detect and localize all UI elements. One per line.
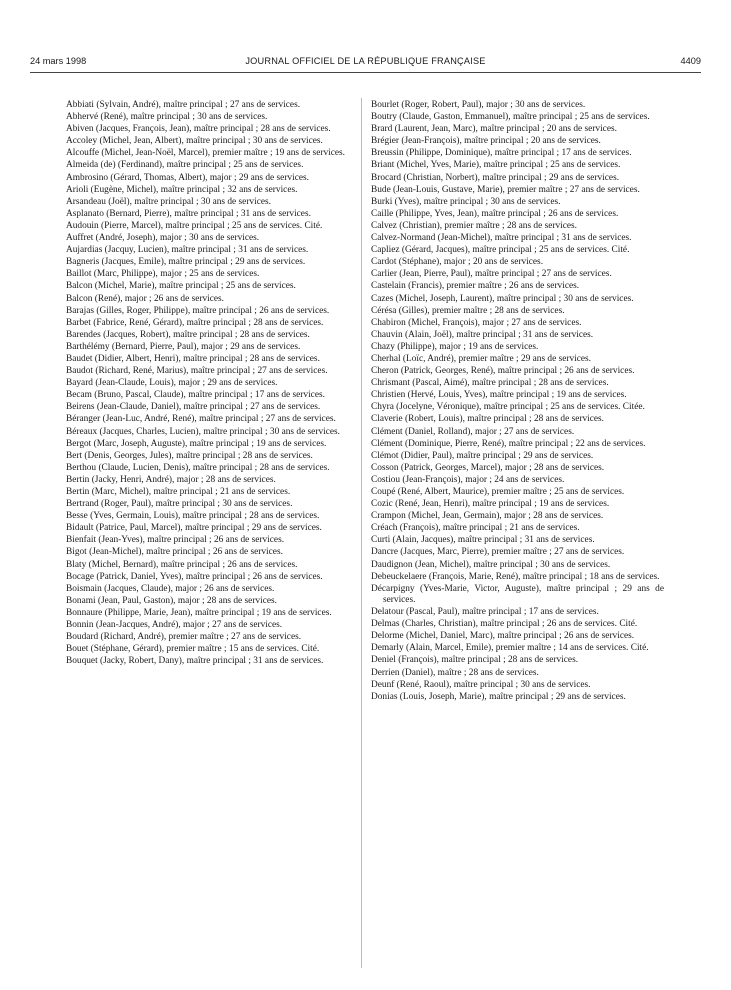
list-item: Cozic (René, Jean, Henri), maître principal ; 19 ans de services. xyxy=(371,499,610,510)
list-item: Becam (Bruno, Pascal, Claude), maître principal ; 17 ans de services. xyxy=(66,390,325,401)
list-item: Delorme (Michel, Daniel, Marc), maître principal ; 26 ans de services. xyxy=(371,631,635,642)
list-item: Barendes (Jacques, Robert), maître principal ; 28 ans de services. xyxy=(66,329,310,340)
list-item: Bouet (Stéphane, Gérard), premier maître ; 15 ans de services. Cité. xyxy=(66,644,320,655)
list-item: Bert (Denis, Georges, Jules), maître principal ; 28 ans de services. xyxy=(66,450,313,461)
list-item: Béreaux (Jacques, Charles, Lucien), maître principal ; 30 ans de services. xyxy=(66,426,340,437)
list-item: Cheron (Patrick, Georges, René), maître principal ; 26 ans de services. xyxy=(371,366,635,377)
list-item: Baillot (Marc, Philippe), major ; 25 ans de services. xyxy=(66,269,260,280)
list-item: Christien (Hervé, Louis, Yves), maître principal ; 19 ans de services. xyxy=(371,390,627,401)
list-item: Auffret (André, Joseph), major ; 30 ans de services. xyxy=(66,233,260,244)
list-item: Baudot (Richard, René, Marius), maître principal ; 27 ans de services. xyxy=(66,366,328,377)
list-item: Arsandeau (Joël), maître principal ; 30 ans de services. xyxy=(66,196,271,207)
list-item: Bayard (Jean-Claude, Louis), major ; 29 ans de services. xyxy=(66,378,278,389)
list-item: Clémot (Didier, Paul), maître principal ; 29 ans de services. xyxy=(371,450,594,461)
list-item: Boutry (Claude, Gaston, Emmanuel), maître principal ; 25 ans de services. xyxy=(371,112,650,123)
list-item: Beirens (Jean-Claude, Daniel), maître principal ; 27 ans de services. xyxy=(66,402,321,413)
list-item: Bouquet (Jacky, Robert, Dany), maître principal ; 31 ans de services. xyxy=(66,656,324,667)
list-item: Besse (Yves, Germain, Louis), maître principal ; 28 ans de services. xyxy=(66,511,320,522)
header-title: JOURNAL OFFICIEL DE LA RÉPUBLIQUE FRANÇAISE xyxy=(245,56,486,66)
list-item: Bonnin (Jean-Jacques, André), major ; 27 ans de services. xyxy=(66,620,283,631)
list-item: Décarpigny (Yves-Marie, Victor, Auguste), maître principal ; 29 ans de services. xyxy=(371,583,664,605)
list-item: Deunf (René, Raoul), maître principal ; 30 ans de services. xyxy=(371,679,591,690)
list-item: Debeuckelaere (François, Marie, René), maître principal ; 18 ans de services. xyxy=(371,571,660,582)
list-item: Clément (Daniel, Rolland), major ; 27 ans de services. xyxy=(371,426,575,437)
list-item: Aujardias (Jacquy, Lucien), maître principal ; 31 ans de services. xyxy=(66,245,309,256)
list-item: Brard (Laurent, Jean, Marc), maître principal ; 20 ans de services. xyxy=(371,124,617,135)
left-column xyxy=(66,100,359,668)
list-item: Abiven (Jacques, François, Jean), maître principal ; 28 ans de services. xyxy=(66,124,331,135)
list-item: Baudet (Didier, Albert, Henri), maître principal ; 28 ans de services. xyxy=(66,353,320,364)
list-item: Boismain (Jacques, Claude), major ; 26 ans de services. xyxy=(66,583,275,594)
list-item: Costiou (Jean-François), major ; 24 ans de services. xyxy=(371,474,565,485)
list-item: Audouin (Pierre, Marcel), maître principal ; 25 ans de services. Cité. xyxy=(66,220,323,231)
list-item: Bagneris (Jacques, Emile), maître principal ; 29 ans de services. xyxy=(66,257,306,268)
list-item: Deniel (François), maître principal ; 28 ans de services. xyxy=(371,655,579,666)
list-item: Chrismant (Pascal, Aimé), maître principal ; 28 ans de services. xyxy=(371,378,609,389)
list-item: Cazes (Michel, Joseph, Laurent), maître principal ; 30 ans de services. xyxy=(371,293,634,304)
list-item: Béranger (Jean-Luc, André, René), maître principal ; 27 ans de services. xyxy=(66,414,336,425)
list-item: Almeida (de) (Ferdinand), maître principal ; 25 ans de services. xyxy=(66,160,304,171)
list-item: Bude (Jean-Louis, Gustave, Marie), premier maître ; 27 ans de services. xyxy=(371,184,640,195)
list-item: Dancre (Jacques, Marc, Pierre), premier maître ; 27 ans de services. xyxy=(371,547,625,558)
list-item: Chauvin (Alain, Joël), maître principal ; 31 ans de services. xyxy=(371,329,594,340)
list-item: Barajas (Gilles, Roger, Philippe), maître principal ; 26 ans de services. xyxy=(66,305,330,316)
list-item: Bigot (Jean-Michel), maître principal ; 26 ans de services. xyxy=(66,547,283,558)
list-item: Asplanato (Bernard, Pierre), maître principal ; 31 ans de services. xyxy=(66,208,311,219)
list-item: Berthou (Claude, Lucien, Denis), maître principal ; 28 ans de services. xyxy=(66,462,330,473)
list-item: Chyra (Jocelyne, Véronique), maître principal ; 25 ans de services. Citée. xyxy=(371,402,645,413)
list-item: Brégier (Jean-François), maître principal ; 20 ans de services. xyxy=(371,136,601,147)
list-item: Briant (Michel, Yves, Marie), maître principal ; 25 ans de services. xyxy=(371,160,621,171)
list-item: Burki (Yves), maître principal ; 30 ans de services. xyxy=(371,196,561,207)
list-item: Bertrand (Roger, Paul), maître principal ; 30 ans de services. xyxy=(66,499,293,510)
list-item: Demarly (Alain, Marcel, Emile), premier maître ; 14 ans de services. Cité. xyxy=(371,643,649,654)
list-item: Capliez (Gérard, Jacques), maître principal ; 25 ans de services. Cité. xyxy=(371,245,630,256)
right-column xyxy=(371,100,664,704)
list-item: Arioli (Eugène, Michel), maître principal ; 32 ans de services. xyxy=(66,184,298,195)
list-item: Abhervé (René), maître principal ; 30 ans de services. xyxy=(66,112,268,123)
list-item: Delmas (Charles, Christian), maître principal ; 26 ans de services. Cité. xyxy=(371,619,638,630)
list-item: Bidault (Patrice, Paul, Marcel), maître principal ; 29 ans de services. xyxy=(66,523,322,534)
list-item: Balcon (René), major ; 26 ans de services. xyxy=(66,293,225,304)
header-rule xyxy=(30,72,701,73)
list-item: Créach (François), maître principal ; 21 ans de services. xyxy=(371,523,580,534)
list-item: Brocard (Christian, Norbert), maître principal ; 29 ans de services. xyxy=(371,172,620,183)
list-item: Bonami (Jean, Paul, Gaston), major ; 28 ans de services. xyxy=(66,595,277,606)
list-item: Calvez (Christian), premier maître ; 28 ans de services. xyxy=(371,220,578,231)
list-item: Derrien (Daniel), maître ; 28 ans de services. xyxy=(371,667,539,678)
page-number: 4409 xyxy=(680,56,701,66)
list-item: Clément (Dominique, Pierre, René), maître principal ; 22 ans de services. xyxy=(371,438,646,449)
list-item: Bertin (Jacky, Henri, André), major ; 28 ans de services. xyxy=(66,474,276,485)
list-item: Cardot (Stéphane), major ; 20 ans de services. xyxy=(371,257,544,268)
list-item: Chabiron (Michel, François), major ; 27 ans de services. xyxy=(371,317,582,328)
list-item: Alcouffe (Michel, Jean-Noël, Marcel), premier maître ; 19 ans de services. xyxy=(66,148,345,159)
list-item: Calvez-Normand (Jean-Michel), maître principal ; 31 ans de services. xyxy=(371,233,632,244)
list-item: Claverie (Robert, Louis), maître principal ; 28 ans de services. xyxy=(371,414,605,425)
list-item: Accoley (Michel, Jean, Albert), maître principal ; 30 ans de services. xyxy=(66,136,323,147)
list-item: Abbiati (Sylvain, André), maître principal ; 27 ans de services. xyxy=(66,100,301,110)
list-item: Cosson (Patrick, Georges, Marcel), major ; 28 ans de services. xyxy=(371,462,605,473)
list-item: Boudard (Richard, André), premier maître ; 27 ans de services. xyxy=(66,632,302,643)
list-item: Chazy (Philippe), major ; 19 ans de services. xyxy=(371,341,539,352)
list-item: Bourlet (Roger, Robert, Paul), major ; 30 ans de services. xyxy=(371,100,586,110)
list-item: Curti (Alain, Jacques), maître principal ; 31 ans de services. xyxy=(371,535,595,546)
list-item: Bergot (Marc, Joseph, Auguste), maître principal ; 19 ans de services. xyxy=(66,438,327,449)
page-header xyxy=(30,56,701,70)
list-item: Blaty (Michel, Bernard), maître principal ; 26 ans de services. xyxy=(66,559,298,570)
list-item: Coupé (René, Albert, Maurice), premier maître ; 25 ans de services. xyxy=(371,487,625,497)
list-item: Cérésa (Gilles), premier maître ; 28 ans de services. xyxy=(371,305,565,316)
list-item: Carlier (Jean, Pierre, Paul), maître principal ; 27 ans de services. xyxy=(371,269,612,280)
list-item: Daudignon (Jean, Michel), maître principal ; 30 ans de services. xyxy=(371,559,611,570)
header-date: 24 mars 1998 xyxy=(30,56,87,66)
list-item: Bocage (Patrick, Daniel, Yves), maître principal ; 26 ans de services. xyxy=(66,571,323,582)
list-item: Barbet (Fabrice, René, Gérard), maître principal ; 28 ans de services. xyxy=(66,317,324,328)
list-item: Bonnaure (Philippe, Marie, Jean), maître principal ; 19 ans de services. xyxy=(66,607,332,618)
list-item: Cherhal (Loïc, André), premier maître ; 29 ans de services. xyxy=(371,353,592,364)
list-item: Bertin (Marc, Michel), maître principal ; 21 ans de services. xyxy=(66,487,291,497)
list-item: Caille (Philippe, Yves, Jean), maître principal ; 26 ans de services. xyxy=(371,208,619,219)
list-item: Delatour (Pascal, Paul), maître principal ; 17 ans de services. xyxy=(371,607,599,618)
list-item: Crampon (Michel, Jean, Germain), major ; 28 ans de services. xyxy=(371,511,604,522)
list-item: Castelain (Francis), premier maître ; 26 ans de services. xyxy=(371,281,580,292)
list-item: Ambrosino (Gérard, Thomas, Albert), major ; 29 ans de services. xyxy=(66,172,309,183)
list-item: Barthélémy (Bernard, Pierre, Paul), major ; 29 ans de services. xyxy=(66,341,301,352)
list-item: Breussin (Philippe, Dominique), maître principal ; 17 ans de services. xyxy=(371,148,632,159)
column-divider xyxy=(361,98,362,968)
list-item: Balcon (Michel, Marie), maître principal ; 25 ans de services. xyxy=(66,281,296,292)
list-item: Donias (Louis, Joseph, Marie), maître principal ; 29 ans de services. xyxy=(371,691,626,702)
list-item: Bienfait (Jean-Yves), maître principal ; 26 ans de services. xyxy=(66,535,285,546)
